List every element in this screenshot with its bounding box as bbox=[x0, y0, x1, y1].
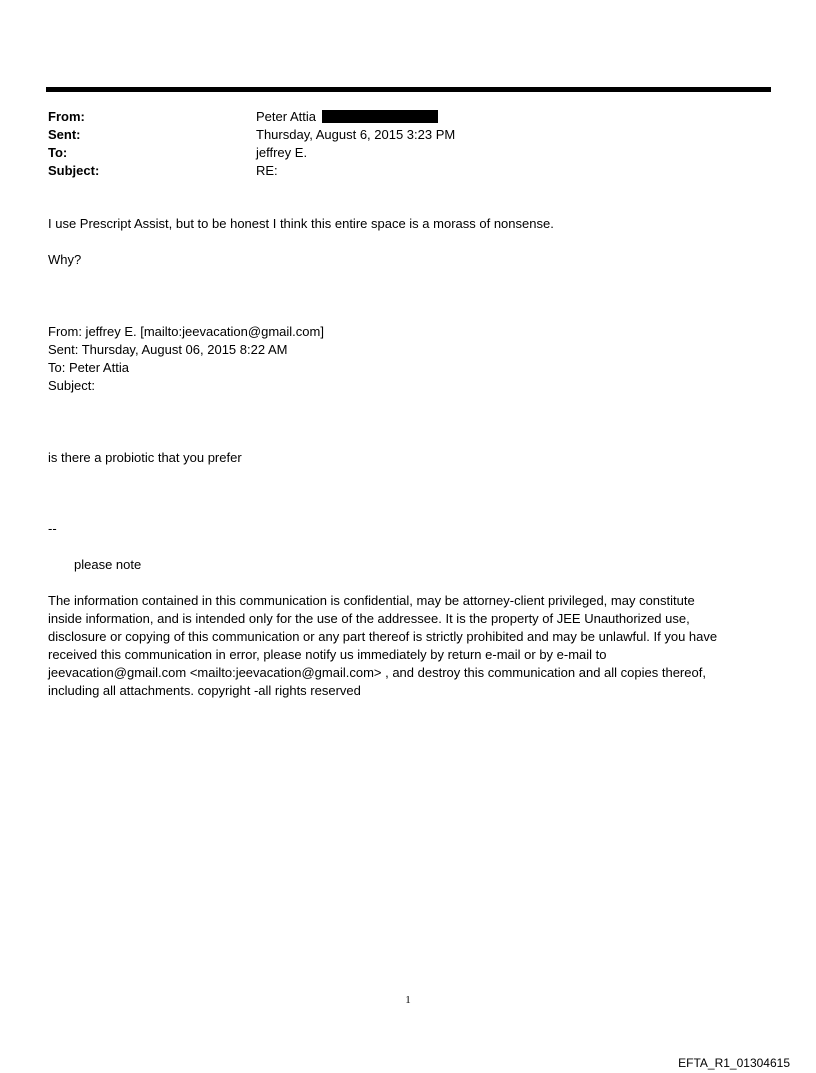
to-value: jeffrey E. bbox=[256, 145, 308, 160]
reply-line-2: Why? bbox=[48, 252, 82, 267]
quoted-to: To: Peter Attia bbox=[48, 360, 129, 375]
disclaimer-line: including all attachments. copyright -all rights reserved bbox=[48, 683, 361, 698]
quoted-sent: Sent: Thursday, August 06, 2015 8:22 AM bbox=[48, 342, 288, 357]
to-label: To: bbox=[48, 145, 68, 160]
sent-value: Thursday, August 6, 2015 3:23 PM bbox=[256, 127, 456, 142]
disclaimer-line: jeevacation@gmail.com <mailto:jeevacation@gmail.com> , and destroy this communication and all copies thereof, bbox=[48, 665, 706, 680]
from-value bbox=[256, 108, 438, 126]
disclaimer-line: disclosure or copying of this communication or any part thereof is strictly prohibited and may be unlawful. If you have bbox=[48, 629, 718, 644]
from-name: Peter Attia bbox=[256, 109, 316, 124]
page-number: 1 bbox=[405, 994, 411, 1006]
redaction-bar bbox=[322, 110, 438, 123]
document-id: EFTA_R1_01304615 bbox=[678, 1056, 790, 1070]
signature-separator: -- bbox=[48, 521, 57, 536]
sent-label: Sent: bbox=[48, 127, 81, 142]
from-label: From: bbox=[48, 109, 85, 124]
header-rule bbox=[46, 87, 771, 92]
disclaimer-line: The information contained in this communication is confidential, may be attorney-client privileged, may constitute bbox=[48, 593, 695, 608]
subject-value: RE: bbox=[256, 163, 278, 178]
quoted-body: is there a probiotic that you prefer bbox=[48, 450, 242, 465]
quoted-subject: Subject: bbox=[48, 378, 95, 393]
subject-label: Subject: bbox=[48, 163, 100, 178]
reply-line-1: I use Prescript Assist, but to be honest I think this entire space is a morass of nonsense. bbox=[48, 216, 554, 231]
disclaimer-line: inside information, and is intended only for the use of the addressee. It is the property of JEE Unauthorized use, bbox=[48, 611, 690, 626]
disclaimer bbox=[48, 592, 768, 700]
signature-note: please note bbox=[74, 557, 142, 572]
quoted-from: From: jeffrey E. [mailto:jeevacation@gmail.com] bbox=[48, 324, 324, 339]
disclaimer-line: received this communication in error, please notify us immediately by return e-mail or by e-mail to bbox=[48, 647, 607, 662]
